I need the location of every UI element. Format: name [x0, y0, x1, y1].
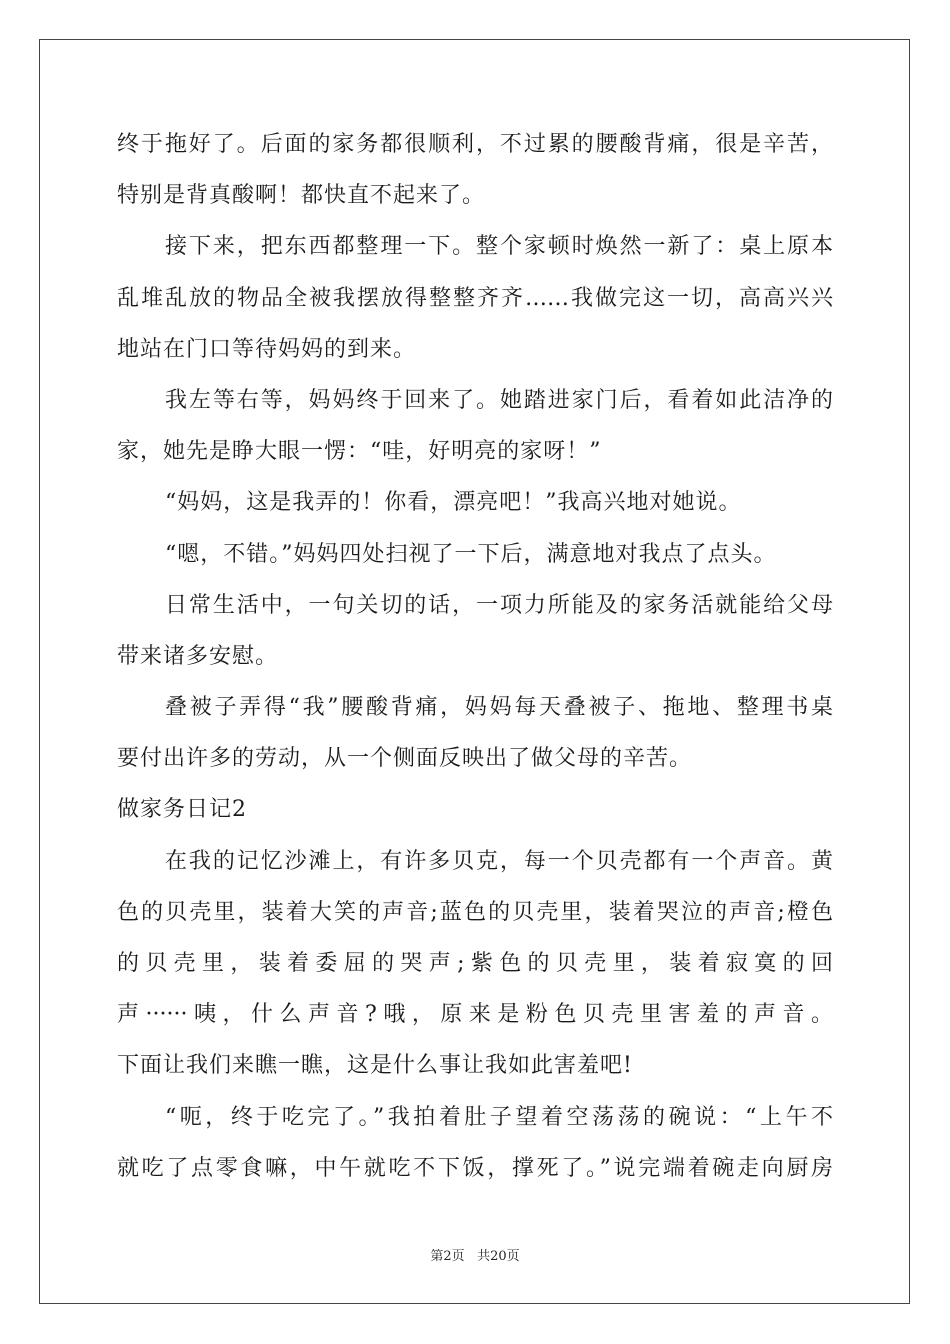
text-line: 家，她先是睁大眼一愣：“哇，好明亮的家呀！”: [117, 439, 602, 465]
text-line: 带来诸多安慰。: [117, 643, 279, 669]
text-line: 终于拖好了。后面的家务都很顺利，不过累的腰酸背痛，很是辛苦，: [117, 132, 833, 157]
text-line: 接下来，把东西都整理一下。整个家顿时焕然一新了：桌上原本: [165, 234, 833, 260]
text-line: 日常生活中，一句关切的话，一项力所能及的家务活就能给父母: [165, 592, 833, 618]
text-line: “嗯，不错。”妈妈四处扫视了一下后，满意地对我点了点头。: [165, 541, 777, 567]
text-line: 的贝壳里，装着委屈的哭声;紫色的贝壳里，装着寂寞的回: [117, 951, 833, 976]
text-line: 要付出许多的劳动，从一个侧面反映出了做父母的辛苦。: [117, 746, 693, 772]
text-line: 下面让我们来瞧一瞧，这是什么事让我如此害羞吧!: [117, 1053, 633, 1079]
page-footer: [0, 1248, 950, 1266]
text-line: 色的贝壳里，装着大笑的声音;蓝色的贝壳里，装着哭泣的声音;橙色: [117, 899, 833, 925]
document-body: [117, 124, 833, 1199]
text-line: 我左等右等，妈妈终于回来了。她踏进家门后，看着如此洁净的: [165, 387, 833, 413]
text-line: “呃，终于吃完了。”我拍着肚子望着空荡荡的碗说：“上午不: [165, 1104, 833, 1130]
text-line: 特别是背真酸啊！都快直不起来了。: [117, 183, 486, 209]
text-line: 乱堆乱放的物品全被我摆放得整整齐齐……我做完这一切，高高兴兴: [117, 285, 833, 311]
text-line: 叠被子弄得“我”腰酸背痛，妈妈每天叠被子、拖地、整理书桌: [165, 695, 833, 721]
text-line: 在我的记忆沙滩上，有许多贝克，每一个贝壳都有一个声音。黄: [165, 848, 833, 874]
text-line: “妈妈，这是我弄的！你看，漂亮吧！”我高兴地对她说。: [165, 490, 742, 516]
section-heading: 做家务日记2: [117, 797, 247, 823]
text-line: 就吃了点零食嘛，中午就吃不下饭，撑死了。”说完端着碗走向厨房: [117, 1155, 833, 1181]
page-total: 共20页: [477, 1249, 520, 1264]
text-line: 地站在门口等待妈妈的到来。: [117, 336, 417, 362]
page-number: 第2页: [430, 1249, 465, 1264]
text-line: 声······咦，什么声音?哦，原来是粉色贝壳里害羞的声音。: [117, 1002, 833, 1028]
